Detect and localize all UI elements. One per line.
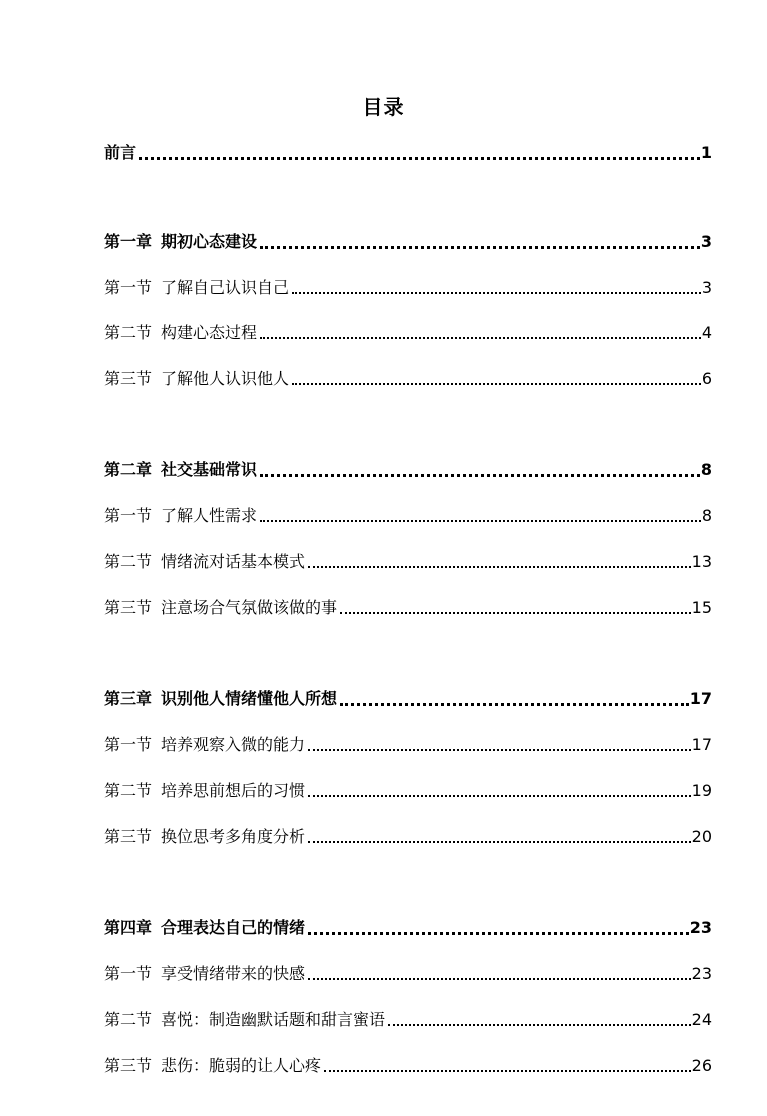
- toc-entry-label: [104, 917, 305, 939]
- toc-entry-preface[interactable]: [104, 140, 712, 164]
- toc-page-number: 3: [701, 278, 712, 297]
- dot-leader: [340, 700, 689, 706]
- section-number: 第一节: [104, 964, 153, 983]
- toc-entry-section[interactable]: [104, 503, 712, 527]
- section-title: 培养观察入微的能力: [161, 735, 306, 754]
- toc-entry-label: [104, 688, 337, 710]
- dot-leader: [308, 562, 691, 568]
- toc-entry-label: [104, 780, 305, 802]
- dot-leader: [308, 791, 691, 797]
- section-number: 第三节: [104, 827, 153, 846]
- section-number: 第三节: [104, 1056, 153, 1075]
- dot-leader: [260, 516, 701, 522]
- toc-entry-section[interactable]: [104, 778, 712, 802]
- dot-leader: [308, 837, 691, 843]
- section-title: 了解自己认识自己: [161, 278, 290, 297]
- toc-page-number: 24: [691, 1010, 712, 1029]
- toc-entry-section[interactable]: [104, 961, 712, 985]
- toc-entry-label: [104, 734, 305, 756]
- dot-leader: [260, 333, 701, 339]
- chapter-number: 第二章: [104, 460, 153, 479]
- section-title: 悲伤：脆弱的让人心疼: [161, 1056, 322, 1075]
- toc-entry-label: [104, 1009, 385, 1031]
- toc-entry-chapter[interactable]: [104, 457, 712, 481]
- dot-leader: [292, 379, 701, 385]
- chapter-title: 识别他人情绪懂他人所想: [161, 689, 338, 708]
- toc-page-number: 15: [691, 598, 712, 617]
- toc-entry-section[interactable]: [104, 1007, 712, 1031]
- toc-page-number: 4: [701, 323, 712, 342]
- dot-leader: [139, 154, 700, 160]
- dot-leader: [308, 745, 691, 751]
- toc-entry-section[interactable]: [104, 366, 712, 390]
- section-title: 培养思前想后的习惯: [161, 781, 306, 800]
- section-number: 第二节: [104, 552, 153, 571]
- chapter-title: 社交基础常识: [161, 460, 258, 479]
- toc-entry-label: [104, 322, 257, 344]
- toc-entry-chapter[interactable]: [104, 915, 712, 939]
- section-number: 第二节: [104, 1010, 153, 1029]
- section-number: 第三节: [104, 598, 153, 617]
- section-number: 第一节: [104, 278, 153, 297]
- section-title: 了解他人认识他人: [161, 369, 290, 388]
- toc-entry-label: [104, 231, 257, 253]
- toc-entry-label: [104, 1055, 321, 1077]
- toc-page-number: 23: [691, 964, 712, 983]
- chapter-number: 第三章: [104, 689, 153, 708]
- section-number: 第一节: [104, 735, 153, 754]
- toc-page-number: 3: [700, 232, 712, 251]
- section-title: 构建心态过程: [161, 323, 258, 342]
- dot-leader: [292, 288, 701, 294]
- section-number: 第二节: [104, 323, 153, 342]
- section-number: 第二节: [104, 781, 153, 800]
- toc-entry-section[interactable]: [104, 732, 712, 756]
- toc-entry-label: [104, 505, 257, 527]
- dot-leader: [340, 608, 691, 614]
- dot-leader: [308, 929, 689, 935]
- toc-entry-label: [104, 277, 289, 299]
- toc-entry-label: [104, 963, 305, 985]
- dot-leader: [308, 974, 691, 980]
- toc-page-number: 8: [700, 460, 712, 479]
- toc-entry-label: [104, 826, 305, 848]
- section-title: 注意场合气氛做该做的事: [161, 598, 338, 617]
- section-title: 喜悦：制造幽默话题和甜言蜜语: [161, 1010, 386, 1029]
- toc-page-number: 20: [691, 827, 712, 846]
- section-number: 第三节: [104, 369, 153, 388]
- chapter-number: 第四章: [104, 918, 153, 937]
- section-title: 了解人性需求: [161, 506, 258, 525]
- toc-entry-label: [104, 597, 337, 619]
- toc-page-number: 23: [689, 918, 712, 937]
- toc-page-number: 26: [691, 1056, 712, 1075]
- chapter-title: 期初心态建设: [161, 232, 258, 251]
- toc-entry-section[interactable]: [104, 824, 712, 848]
- section-number: 第一节: [104, 506, 153, 525]
- toc-page-number: 8: [701, 506, 712, 525]
- section-title: 换位思考多角度分析: [161, 827, 306, 846]
- toc-page-number: 17: [691, 735, 712, 754]
- dot-leader: [260, 243, 700, 249]
- toc-entry-chapter[interactable]: [104, 229, 712, 253]
- toc-entry-label: [104, 368, 289, 390]
- toc-entry-section[interactable]: [104, 1053, 712, 1077]
- toc-page-number: 19: [691, 781, 712, 800]
- toc-entry-chapter[interactable]: [104, 686, 712, 710]
- toc-entry-section[interactable]: [104, 320, 712, 344]
- toc-entry-label: 前言: [104, 143, 137, 162]
- toc-title: 目录: [362, 95, 405, 119]
- toc-page-number: 6: [701, 369, 712, 388]
- toc-page-number: 13: [691, 552, 712, 571]
- section-title: 享受情绪带来的快感: [161, 964, 306, 983]
- dot-leader: [388, 1020, 691, 1026]
- toc-page-number: 1: [700, 143, 712, 162]
- dot-leader: [324, 1066, 691, 1072]
- toc-entry-label: [104, 459, 257, 481]
- toc-entry-section[interactable]: [104, 595, 712, 619]
- dot-leader: [260, 471, 700, 477]
- toc-entry-section[interactable]: [104, 549, 712, 573]
- chapter-number: 第一章: [104, 232, 153, 251]
- toc-page-number: 17: [689, 689, 712, 708]
- toc-entry-section[interactable]: [104, 275, 712, 299]
- section-title: 情绪流对话基本模式: [161, 552, 306, 571]
- toc-entry-label: [104, 551, 305, 573]
- chapter-title: 合理表达自己的情绪: [161, 918, 306, 937]
